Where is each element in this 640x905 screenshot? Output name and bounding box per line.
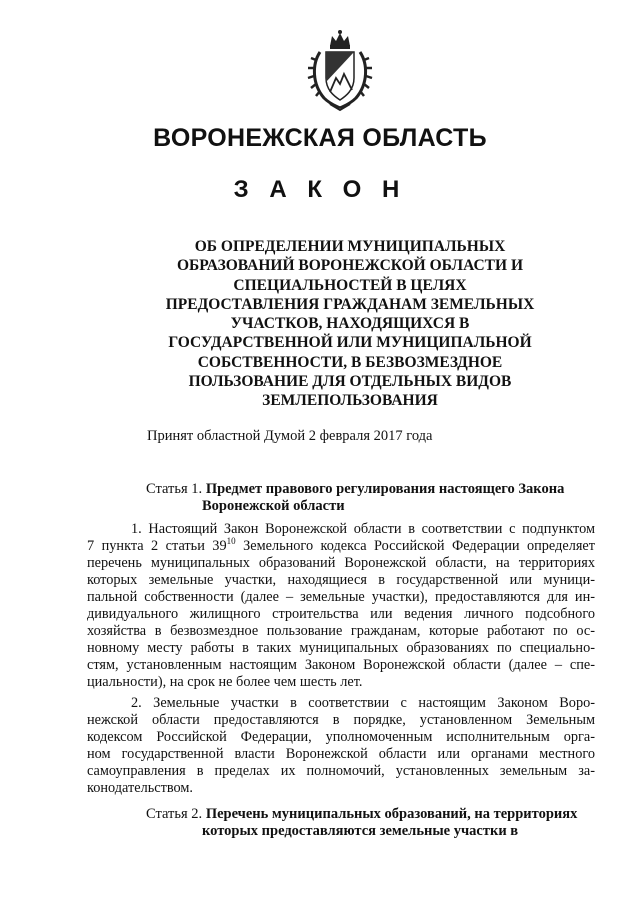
- text-line: пальной собственности (далее – земельные участки), предоставляются для ин-: [87, 589, 595, 605]
- document-type-heading: З А К О Н: [233, 176, 407, 203]
- text-line: дивидуального жилищного строительства или ведения личного подсобного: [87, 606, 595, 622]
- article-label: Статья 2.: [146, 806, 203, 822]
- title-line: СОБСТВЕННОСТИ, В БЕЗВОЗМЕЗДНОЕ: [197, 353, 503, 371]
- title-line: ЗЕМЛЕПОЛЬЗОВАНИЯ: [262, 392, 438, 410]
- text-line: хозяйства в безвозмездное пользование гражданам, которые работают по ос-: [87, 623, 595, 639]
- article-label: Статья 1.: [146, 481, 203, 497]
- law-title: [150, 237, 550, 411]
- title-line: УЧАСТКОВ, НАХОДЯЩИХСЯ В: [230, 315, 470, 333]
- superscript: 10: [226, 536, 236, 547]
- text-line: конодательством.: [87, 780, 193, 796]
- text-line: которых земельные участки, находящиеся в государственной или муници-: [87, 572, 595, 588]
- title-line: ОБРАЗОВАНИЙ ВОРОНЕЖСКОЙ ОБЛАСТИ И: [176, 257, 524, 275]
- text-line: кодексом Российской Федерации, уполномоченным исполнительным орга-: [87, 729, 595, 745]
- article-title-continuation: Воронежской области: [202, 498, 345, 514]
- title-line: ОБ ОПРЕДЕЛЕНИИ МУНИЦИПАЛЬНЫХ: [194, 238, 506, 255]
- text-fragment: 7 пункта 2 статьи 39: [87, 538, 227, 554]
- title-line: ПРЕДОСТАВЛЕНИЯ ГРАЖДАНАМ ЗЕМЕЛЬНЫХ: [165, 295, 535, 313]
- text-fragment: Земельного кодекса Российской Федерации определяет: [235, 538, 596, 554]
- text-line: самоуправления в пределах их полномочий, установленных земельным за-: [87, 763, 595, 779]
- article-1-paragraph-2: [87, 695, 595, 797]
- region-heading: ВОРОНЕЖСКАЯ ОБЛАСТЬ: [153, 124, 487, 152]
- article-title: Предмет правового регулирования настоящего Закона: [205, 481, 565, 497]
- text-line: новному месту работы в таких муниципальных образованиях по специально-: [87, 640, 595, 656]
- coat-of-arms-icon: [306, 28, 374, 112]
- adoption-date: Принят областной Думой 2 февраля 2017 года: [147, 428, 433, 444]
- text-line: ном государственной власти Воронежской области или органами местного: [87, 746, 595, 762]
- article-2-heading: [146, 806, 577, 840]
- text-line: [87, 538, 595, 555]
- text-line: нежской области предоставляются в порядке, установленном Земельным: [87, 712, 595, 728]
- text-line: перечень муниципальных образований Воронежской области, на территориях: [87, 555, 595, 571]
- text-line: 1. Настоящий Закон Воронежской области в соответствии с подпунктом: [131, 521, 595, 537]
- title-line: ПОЛЬЗОВАНИЕ ДЛЯ ОТДЕЛЬНЫХ ВИДОВ: [188, 373, 512, 391]
- article-title-continuation: которых предоставляются земельные участки в: [202, 823, 519, 839]
- text-line: стям, установленным настоящим Законом Воронежской области (далее – спе-: [87, 657, 595, 673]
- article-title: Перечень муниципальных образований, на территориях: [205, 806, 578, 822]
- text-line: циальности), на срок не более чем шесть лет.: [87, 674, 363, 690]
- article-1-paragraph-1: [87, 521, 595, 691]
- title-line: СПЕЦИАЛЬНОСТЕЙ В ЦЕЛЯХ: [233, 276, 467, 294]
- title-line: ГОСУДАРСТВЕННОЙ ИЛИ МУНИЦИПАЛЬНОЙ: [168, 334, 532, 352]
- article-1-heading: [146, 481, 564, 515]
- text-line: 2. Земельные участки в соответствии с настоящим Законом Воро-: [131, 695, 595, 711]
